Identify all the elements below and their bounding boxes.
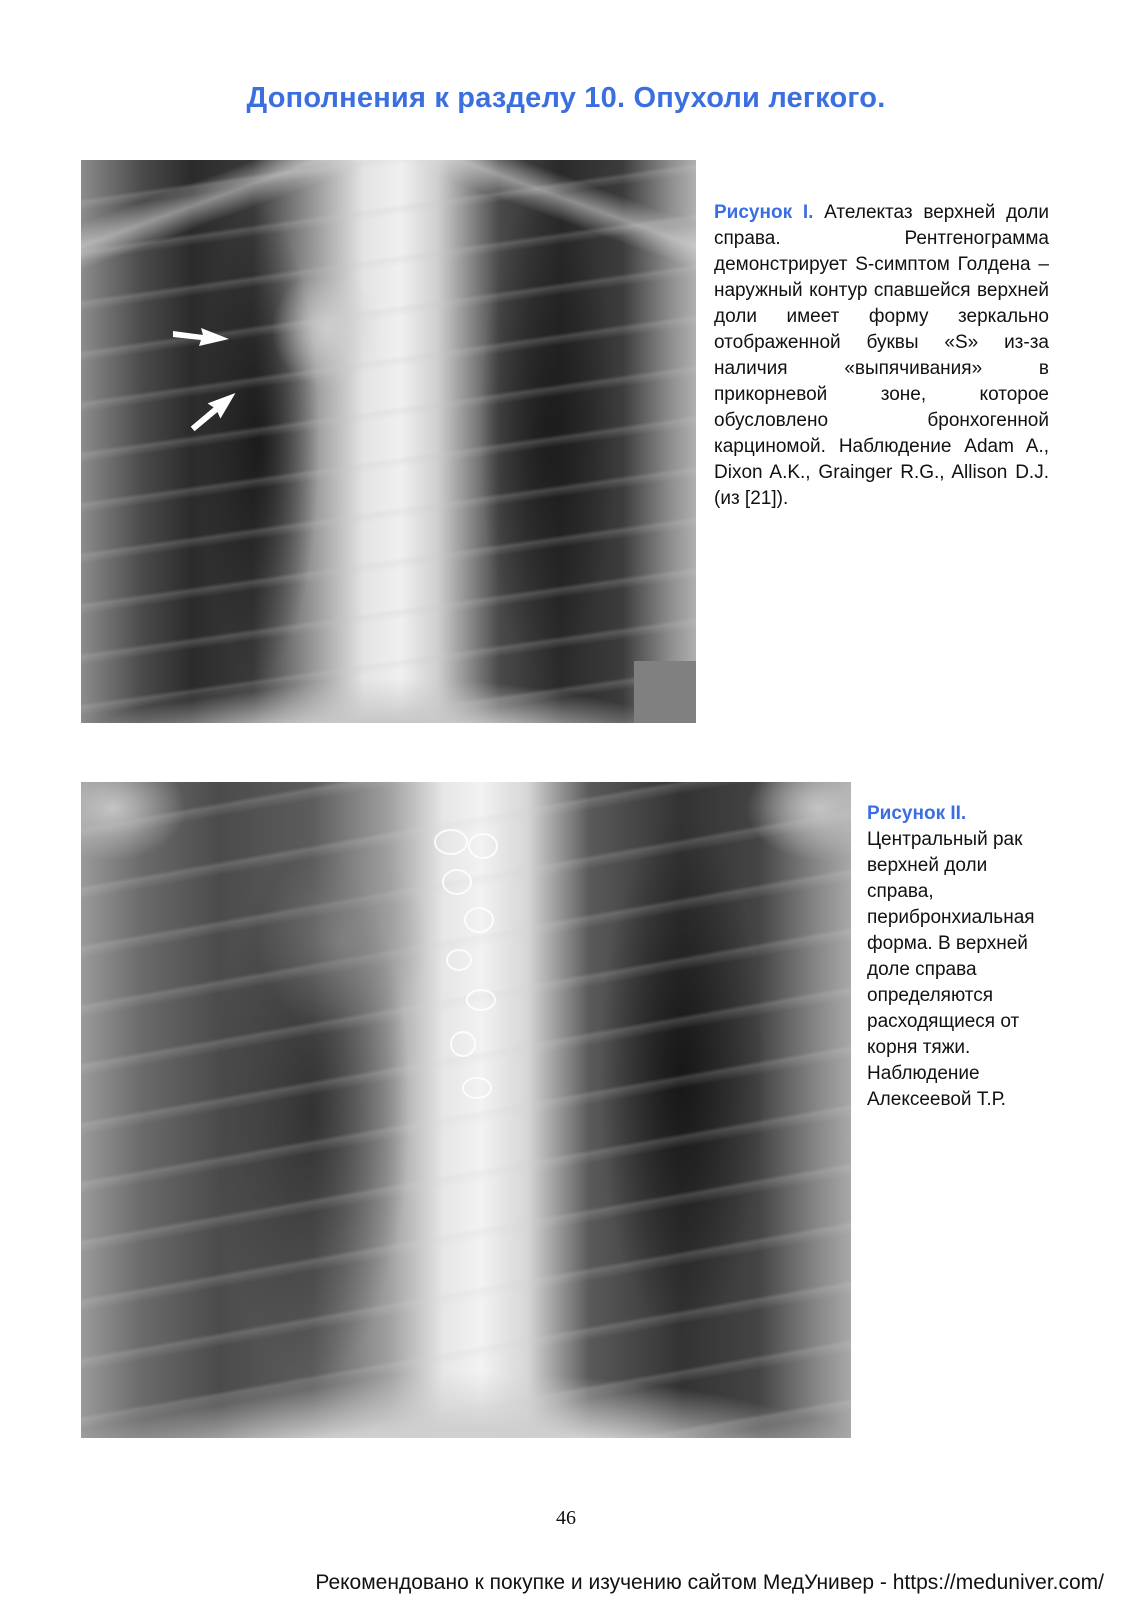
figure-1-text: Ателектаз верхней доли справа. Рентгенограмма демонстрирует S-симптом Голдена – наружный контур спавшейся верхней доли имеет форму зеркально отображенной буквы «S» из-за наличия «выпячивания» в прикорневой зоне, которое обусловлено бронхогенной карциномой. Наблюдение Adam A., Dixon A.K., Grainger R.G., Allison D.J. (из [21]).	[714, 202, 1050, 509]
page-number: 46	[556, 1507, 576, 1529]
figure-2-xray-image	[81, 782, 851, 1438]
figure-1-caption	[714, 200, 1049, 512]
image-corner-patch	[634, 661, 696, 723]
figure-2-caption	[867, 801, 1057, 1113]
sternal-wires-graphic	[421, 822, 511, 1122]
figure-2-label: Рисунок II.	[867, 803, 967, 824]
figure-1-xray-image	[81, 160, 696, 723]
page-title: Дополнения к разделу 10. Опухоли легкого.	[246, 82, 886, 114]
footer-recommendation: Рекомендовано к покупке и изучению сайтом МедУнивер - https://meduniver.com/	[315, 1571, 1104, 1594]
figure-1-label: Рисунок I.	[714, 202, 814, 223]
arrow-icon	[173, 326, 229, 348]
figure-2-text: Центральный рак верхней доли справа, перибронхиальная форма. В верхней доле справа определяются расходящиеся от корня тяжи. Наблюдение Алексеевой Т.Р.	[867, 829, 1035, 1110]
